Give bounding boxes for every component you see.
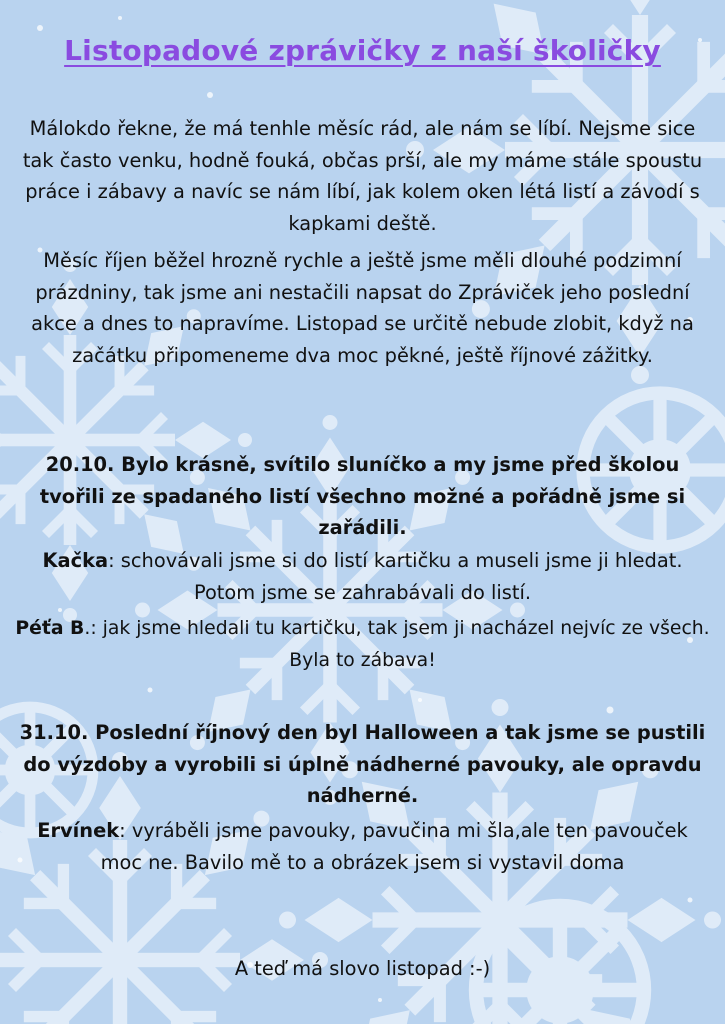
event-1-quote-1 bbox=[14, 545, 711, 608]
closing-line: A teď má slovo listopad :-) bbox=[234, 957, 491, 980]
quote-text: : schovávali jsme si do listí kartičku a museli jsme ji hledat. Potom jsme se zahrabávali do listí. bbox=[108, 549, 683, 604]
event-2-quote-1 bbox=[14, 815, 711, 878]
intro-paragraph-2: Měsíc říjen běžel hrozně rychle a ještě jsme měli dlouhé podzimní prázdniny, tak jsme ani nestačili napsat do Zpráviček jeho poslední akce a dnes to napravíme. Listopad se určitě nebude zlobit, když na začátku připomeneme dva moc pěkné, ještě říjnové zážitky. bbox=[31, 249, 694, 367]
quote-author: Ervínek bbox=[37, 819, 120, 842]
intro-paragraph: Málokdo řekne, že má tenhle měsíc rád, ale nám se líbí. Nejsme sice tak často venku, hodně fouká, občas prší, ale my máme stále spoustu práce i zábavy a navíc se nám líbí, jak kolem oken létá listí a závodí s kapkami deště. bbox=[22, 117, 703, 235]
quote-text: .: jak jsme hledali tu kartičku, tak jsem ji nacházel nejvíc ze všech. Byla to zábava! bbox=[84, 618, 710, 671]
event-2-heading: 31.10. Poslední říjnový den byl Halloween a tak jsme se pustili do výzdoby a vyrobili si úplně nádherné pavouky, ale opravdu nádherné. bbox=[19, 721, 706, 808]
quote-author: Péťa B bbox=[15, 618, 85, 639]
quote-text: : vyráběli jsme pavouky, pavučina mi šla,ale ten pavouček moc ne. Bavilo mě to a obrázek jsem si vystavil doma bbox=[100, 819, 688, 874]
event-1-quote-2 bbox=[14, 613, 711, 676]
quote-author: Kačka bbox=[42, 549, 109, 572]
page-title: Listopadové zprávičky z naší školičky bbox=[64, 34, 661, 67]
event-1-heading: 20.10. Bylo krásně, svítilo sluníčko a my jsme před školou tvořili ze spadaného listí všechno možné a pořádně jsme si zařádili. bbox=[39, 453, 686, 540]
